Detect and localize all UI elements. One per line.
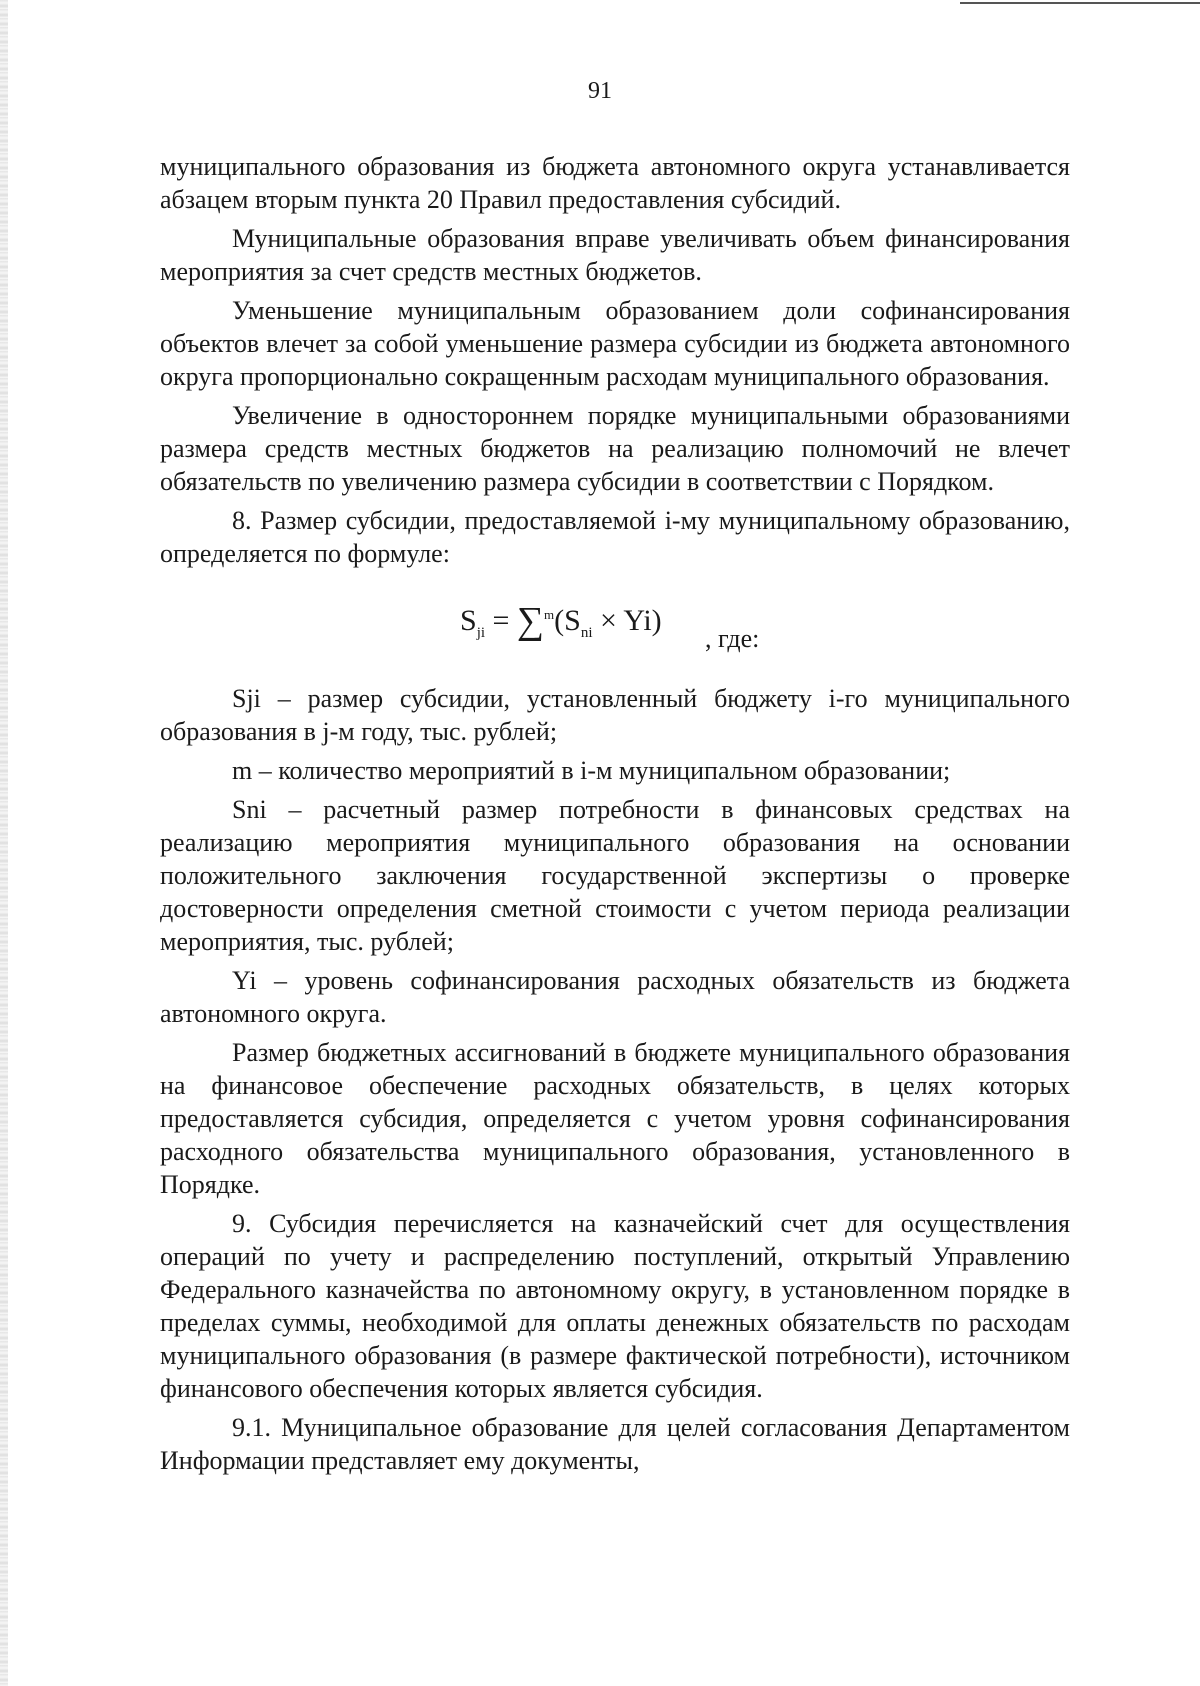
paragraph: Уменьшение муниципальным образованием доли софинансирования объектов влечет за собой уменьшение размера субсидии из бюджета автономного округа пропорционально сокращенным расходам муниципального образования.: [160, 296, 1070, 391]
document-body: [160, 150, 1070, 1477]
definition: m – количество мероприятий в i-м муниципальном образовании;: [232, 756, 951, 785]
formula-block: [160, 570, 1070, 682]
paragraph: Увеличение в одностороннем порядке муниципальными образованиями размера средств местных бюджетов на реализацию полномочий не влечет обязательств по увеличению размера субсидии в соответствии с Порядком.: [160, 401, 1070, 496]
subsidy-formula: [460, 598, 662, 650]
definition: Sni – расчетный размер потребности в финансовых средствах на реализацию мероприятия муниципального образования на основании положительного заключения государственной экспертизы о проверке достоверности определения сметной стоимости с учетом периода реализации мероприятия, тыс. рублей;: [160, 795, 1070, 956]
formula-term: (S: [554, 604, 581, 637]
paragraph: Размер бюджетных ассигнований в бюджете муниципального образования на финансовое обеспечение расходных обязательств, в целях которых предоставляется субсидия, определяется с учетом уровня софинансирования расходного обязательства муниципального образования, установленного в Порядке.: [160, 1038, 1070, 1199]
page-number: 91: [588, 78, 612, 104]
definition: Yi – уровень софинансирования расходных обязательств из бюджета автономного округа.: [160, 966, 1070, 1028]
sum-upper-limit: m: [544, 607, 555, 622]
paragraph: 8. Размер субсидии, предоставляемой i-му муниципальному образованию, определяется по формуле:: [160, 506, 1070, 568]
formula-lhs: S: [460, 604, 477, 637]
formula-rest: × Yi): [592, 604, 662, 637]
paragraph: муниципального образования из бюджета автономного округа устанавливается абзацем вторым пункта 20 Правил предоставления субсидий.: [160, 152, 1070, 214]
formula-term-sub: ni: [580, 625, 593, 641]
paragraph: Муниципальные образования вправе увеличивать объем финансирования мероприятия за счет средств местных бюджетов.: [160, 224, 1070, 286]
sum-symbol: ∑: [516, 600, 545, 642]
paragraph: 9.1. Муниципальное образование для целей согласования Департаментом Информации представляет ему документы,: [160, 1413, 1070, 1475]
formula-equals: =: [492, 604, 510, 637]
scan-edge: [0, 0, 8, 1686]
top-edge-line: [960, 2, 1200, 4]
formula-tail: , где:: [705, 624, 760, 653]
formula-lhs-sub: ji: [476, 625, 486, 641]
paragraph: 9. Субсидия перечисляется на казначейский счет для осуществления операций по учету и распределению поступлений, открытый Управлению Федерального казначейства по автономному округу, в установленном порядке в пределах суммы, необходимой для оплаты денежных обязательств по расходам муниципального образования (в размере фактической потребности), источником финансового обеспечения которых является субсидия.: [160, 1209, 1070, 1403]
definition: Sji – размер субсидии, установленный бюджету i-го муниципального образования в j-м году, тыс. рублей;: [160, 684, 1070, 746]
